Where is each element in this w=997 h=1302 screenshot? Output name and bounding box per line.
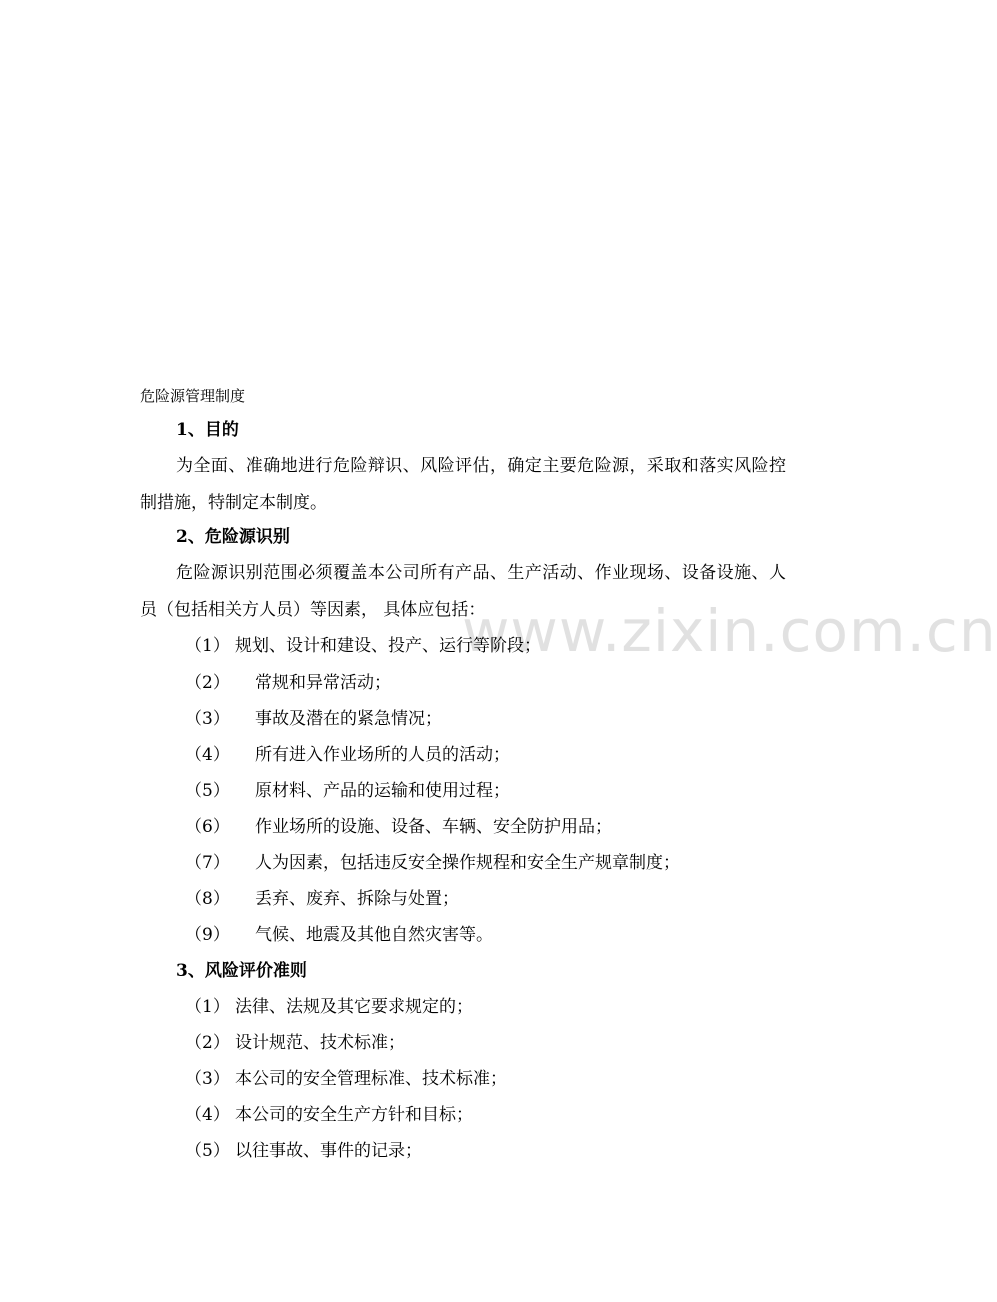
list-item-text: 常规和异常活动； — [255, 673, 391, 693]
list-item-text: 原材料、产品的运输和使用过程； — [255, 781, 510, 801]
list-item-text: 作业场所的设施、设备、车辆、安全防护用品； — [255, 817, 612, 837]
list-item-text: 丢弃、废弃、拆除与处置； — [255, 889, 459, 909]
section-paragraph-purpose: 为全面、准确地进行危险辩识、风险评估，确定主要危险源，采取和落实风险控制措施，特制定本制度。 — [140, 456, 786, 513]
list-item-number: （5） — [185, 1141, 230, 1161]
list-item-text: 法律、法规及其它要求规定的； — [235, 997, 473, 1017]
list-item-number: （6） — [185, 817, 230, 837]
list-item-text: 所有进入作业场所的人员的活动； — [255, 745, 510, 765]
list-item-number: （3） — [185, 1069, 230, 1089]
section-paragraph-identification: 危险源识别范围必须覆盖本公司所有产品、生产活动、作业现场、设备设施、人员（包括相关方人员）等因素， 具体应包括： — [140, 563, 786, 620]
section-heading-purpose: 1、目的 — [176, 420, 239, 440]
list-item-text: 本公司的安全管理标准、技术标准； — [235, 1069, 507, 1089]
list-item-number: （4） — [185, 1105, 230, 1125]
section-heading-identification: 2、危险源识别 — [176, 527, 290, 547]
list-item-text: 气候、地震及其他自然灾害等。 — [255, 925, 493, 945]
list-item-number: （1） — [185, 636, 230, 656]
watermark: www.zixin.com.cn — [462, 597, 997, 665]
list-item-number: （9） — [185, 925, 230, 945]
section-heading-criteria: 3、风险评价准则 — [176, 961, 307, 981]
list-item-text: 本公司的安全生产方针和目标； — [235, 1105, 473, 1125]
list-item-text: 设计规范、技术标准； — [235, 1033, 405, 1053]
list-item-number: （7） — [185, 853, 230, 873]
list-item-number: （2） — [185, 673, 230, 693]
list-item-number: （2） — [185, 1033, 230, 1053]
list-item-number: （8） — [185, 889, 230, 909]
list-item-number: （4） — [185, 745, 230, 765]
document-title: 危险源管理制度 — [140, 387, 246, 405]
list-item-number: （1） — [185, 997, 230, 1017]
list-item-number: （3） — [185, 709, 230, 729]
list-item-text: 规划、设计和建设、投产、运行等阶段； — [235, 636, 541, 656]
list-item-text: 事故及潜在的紧急情况； — [255, 709, 442, 729]
list-item-number: （5） — [185, 781, 230, 801]
list-item-text: 人为因素，包括违反安全操作规程和安全生产规章制度； — [255, 853, 680, 873]
list-item-text: 以往事故、事件的记录； — [235, 1141, 422, 1161]
